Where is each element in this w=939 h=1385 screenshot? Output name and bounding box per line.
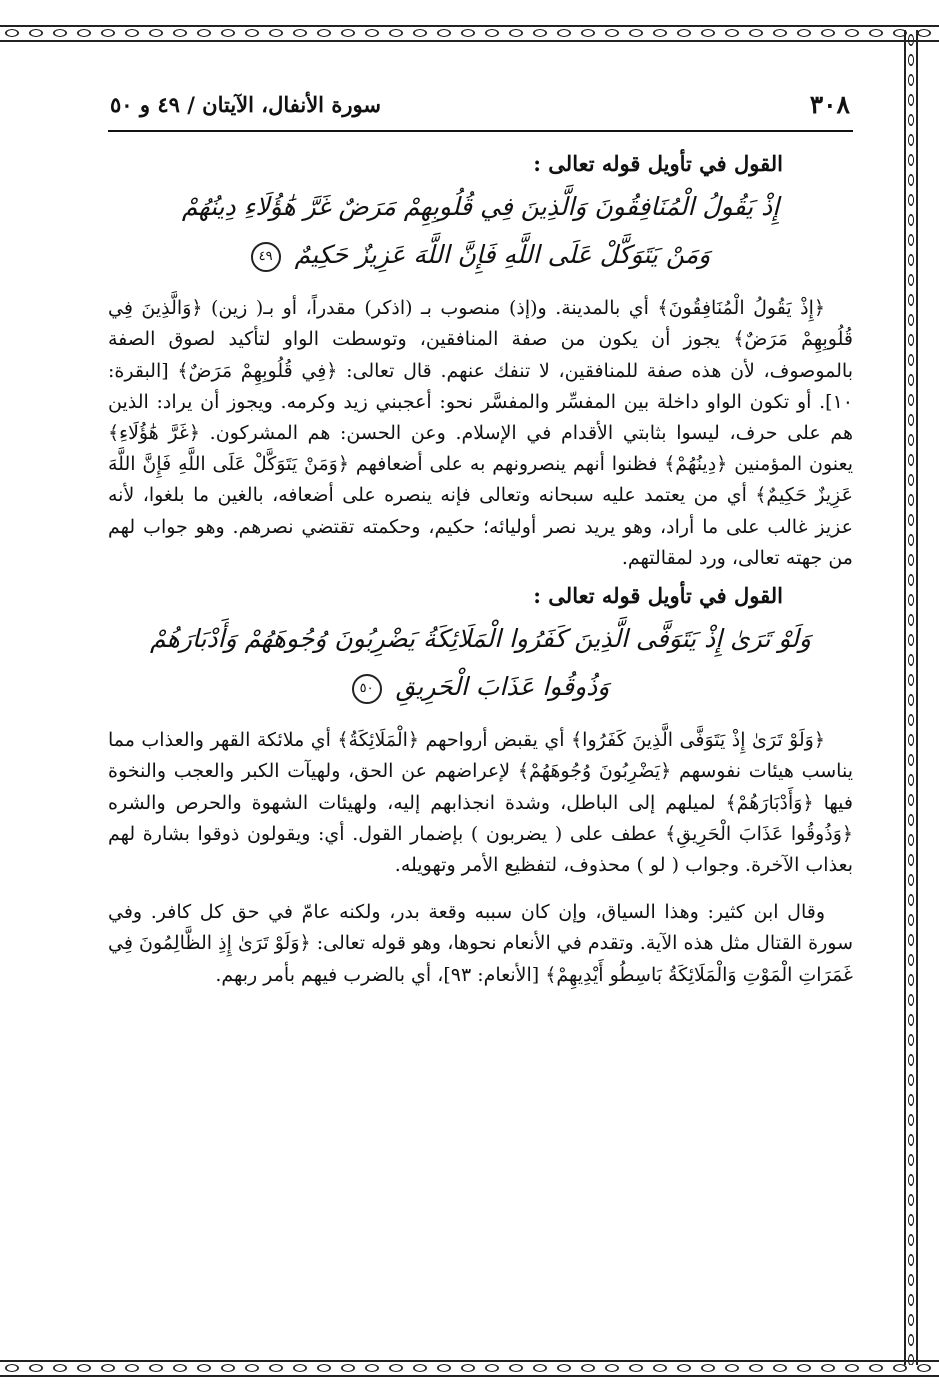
verse-line: وَلَوْ تَرَىٰ إِذْ يَتَوَفَّى الَّذِينَ كَفَرُوا الْمَلَائِكَةُ يَضْرِبُونَ وُجُوهَهُمْ وَأَدْبَارَهُمْ (150, 624, 811, 654)
section-heading-1: القول في تأويل قوله تعالى : (533, 151, 783, 176)
page-number: ٣٠٨ (809, 89, 850, 119)
commentary-paragraph: ﴿وَلَوْ تَرَىٰ إِذْ يَتَوَفَّى الَّذِينَ كَفَرُوا﴾ أي يقبض أرواحهم ﴿الْمَلَائِكَةُ﴾ أي ملائكة القهر والعذاب مما يناسب هيئات نفوسهم ﴿يَضْرِبُونَ وُجُوهَهُمْ﴾ لإعراضهم عن الحق، ولهيآت الكبر والعجب والنخوة فيها ﴿وَأَدْبَارَهُمْ﴾ لميلهم إلى الباطل، وشدة انجذابهم إليه، ولهيئات الشهوة والحرص والشره ﴿وَذُوقُوا عَذَابَ الْحَرِيقِ﴾ عطف على ( يضربون ) بإضمار القول. أي: ويقولون ذوقوا بشارة لهم بعذاب الآخرة. وجواب ( لو ) محذوف، لتفظيع الأمر وتهويله. (108, 729, 853, 877)
header-rule (108, 130, 853, 132)
commentary-paragraph: ﴿إِذْ يَقُولُ الْمُنَافِقُونَ﴾ أي بالمدينة. و(إذ) منصوب بـ (اذكر) مقدراً، أو بـ( زين) ﴿وَالَّذِينَ فِي قُلُوبِهِمْ مَرَضٌ﴾ يجوز أن يكون من صفة المنافقين، وتوسطت الواو لتأكيد لصوق الصفة بالموصوف، لأن هذه صفة للمنافقين، لا تنفك عنهم. قال تعالى: ﴿فِي قُلُوبِهِمْ مَرَضٌ﴾ [البقرة: ١٠]. أو تكون الواو داخلة بين المفسِّر والمفسَّر نحو: أعجبني زيد وكرمه. ويجوز أن يراد: الذين هم على حرف، ليسوا بثابتي الأقدام في الإسلام. وعن الحسن: هم المشركون. ﴿غَرَّ هَٰؤُلَاءِ﴾ يعنون المؤمنين ﴿دِينُهُمْ﴾ فظنوا أنهم ينصرونهم به على أضعافهم ﴿وَمَنْ يَتَوَكَّلْ عَلَى اللَّهِ فَإِنَّ اللَّهَ عَزِيزٌ حَكِيمٌ﴾ أي من يعتمد عليه سبحانه وتعالى فإنه ينصره على أضعافه، بالغين ما بلغوا، لأنه عزيز غالب على ما أراد، وهو يريد نصر أوليائه؛ حكيم، وحكمته تقتضي نصرهم. وهو جواب لهم من جهته تعالى، ورد لمقالتهم. (108, 297, 854, 569)
verse-text: وَذُوقُوا عَذَابَ الْحَرِيقِ (395, 672, 610, 702)
ornamental-border-right (903, 30, 919, 1365)
verse-line (108, 231, 853, 279)
verse-number-badge: ٤٩ (251, 242, 281, 272)
section-heading-2: القول في تأويل قوله تعالى : (533, 583, 783, 609)
verse-line: إِذْ يَقُولُ الْمُنَافِقُونَ وَالَّذِينَ فِي قُلُوبِهِمْ مَرَضٌ غَرَّ هَٰؤُلَاءِ دِينُهُمْ (181, 192, 780, 222)
verse-block-49 (108, 183, 853, 279)
running-head: سورة الأنفال، الآيتان / ٤٩ و ٥٠ (110, 91, 381, 117)
verse-block-50 (108, 615, 853, 711)
verse-text: وَمَنْ يَتَوَكَّلْ عَلَى اللَّهِ فَإِنَّ اللَّهَ عَزِيزٌ حَكِيمٌ (294, 240, 711, 270)
page-header (110, 84, 850, 124)
verse-number-badge: ٥٠ (352, 674, 382, 704)
ornamental-border-bottom (0, 1355, 939, 1381)
commentary-paragraph: وقال ابن كثير: وهذا السياق، وإن كان سببه وقعة بدر، ولكنه عامّ في حق كل كافر. وفي سورة القتال مثل هذه الآية. وتقدم في الأنعام نحوها، وهو قوله تعالى: ﴿وَلَوْ تَرَىٰ إِذِ الظَّالِمُونَ فِي غَمَرَاتِ الْمَوْتِ وَالْمَلَائِكَةُ بَاسِطُو أَيْدِيهِمْ﴾ [الأنعام: ٩٣]، أي بالضرب فيهم بأمر ربهم. (108, 901, 853, 986)
verse-line (108, 663, 853, 711)
paragraph-spacer (108, 883, 853, 897)
page-body (108, 142, 853, 993)
ornamental-border-top (0, 20, 939, 46)
